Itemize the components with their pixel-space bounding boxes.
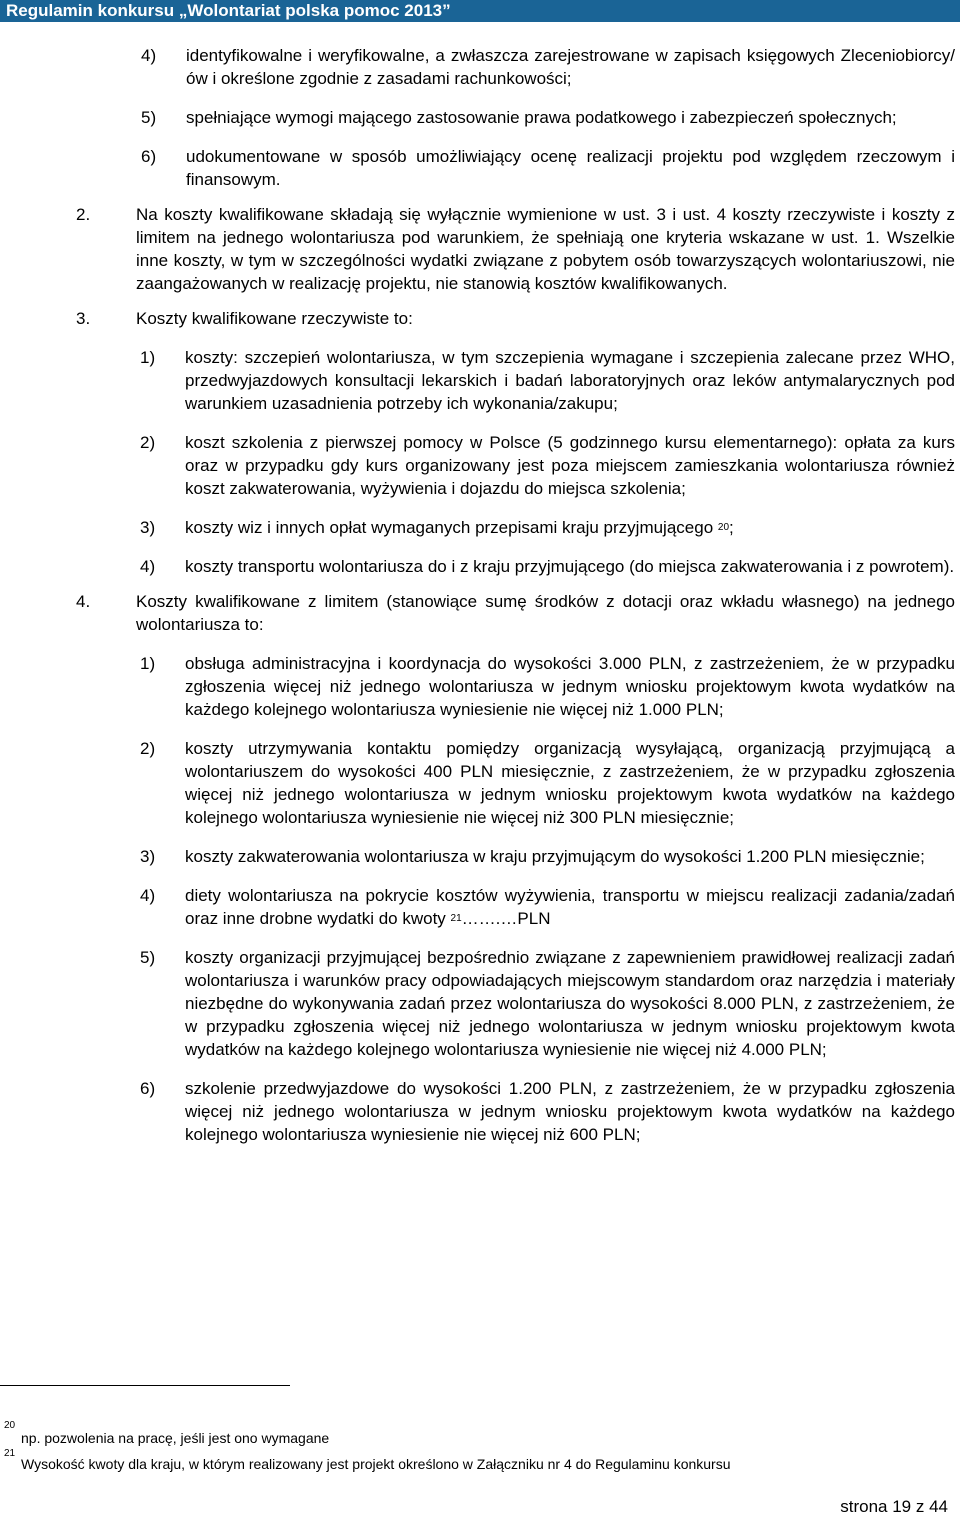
list-item (141, 106, 955, 129)
document-title: Regulamin konkursu „Wolontariat polska pomoc 2013” (6, 1, 451, 20)
paragraph-section-4 (76, 590, 955, 636)
list-item (140, 1077, 955, 1146)
list-item-text: identyfikowalne i weryfikowalne, a zwłaszcza zarejestrowane w zapisach księgowych Zleceniobiorcy/ów i określone zgodnie z zasadami rachunkowości; (186, 46, 955, 88)
list-item-text (185, 884, 955, 930)
list-item (141, 44, 955, 90)
list-item-text: udokumentowane w sposób umożliwiający ocenę realizacji projektu pod względem rzeczowym i finansowym. (186, 147, 955, 189)
paragraph-section-2 (76, 203, 955, 295)
list-item-body: diety wolontariusza na pokrycie kosztów wyżywienia, transportu w miejscu realizacji zadania/zadań oraz inne drobne wydatki do kwoty (185, 886, 955, 928)
list-item-number: 5) (140, 948, 156, 967)
list-item-body: koszty wiz i innych opłat wymaganych przepisami kraju przyjmującego (185, 518, 714, 537)
list-item-number: 2) (140, 739, 156, 758)
footnote-text: Wysokość kwoty dla kraju, w którym realizowany jest projekt określono w Załączniku nr 4 do Regulaminu konkursu (21, 1456, 731, 1472)
list-item-text: koszt szkolenia z pierwszej pomocy w Polsce (5 godzinnego kursu elementarnego): opłata za kurs oraz w przypadku gdy kurs organizowany jest poza miejscem zamieszkania wolontariusza również koszt zakwaterowania, wyżywienia i dojazdu do miejsca szkolenia; (185, 433, 955, 498)
page-number: strona 19 z 44 (840, 1497, 948, 1516)
list-item-number: 2) (140, 433, 156, 452)
footnote-separator (0, 1385, 290, 1386)
section-number: 3. (76, 309, 91, 328)
section-text: Koszty kwalifikowane rzeczywiste to: (136, 309, 413, 328)
list-item-number: 4) (141, 46, 157, 65)
list-item (140, 652, 955, 721)
list-item-number: 4) (140, 886, 156, 905)
section-number: 4. (76, 592, 91, 611)
list-item (140, 737, 955, 829)
paragraph-section-3 (76, 307, 955, 330)
list-item-text (185, 516, 955, 539)
list-item (140, 346, 955, 415)
list-item (141, 145, 955, 191)
list-item-number: 4) (140, 557, 156, 576)
list-item-number: 5) (141, 108, 157, 127)
list-item (140, 845, 955, 868)
document-body (0, 44, 960, 1146)
section-text: Koszty kwalifikowane z limitem (stanowiące sumę środków z dotacji oraz wkładu własnego) na jednego wolontariusza to: (136, 592, 955, 634)
list-item-text: koszty utrzymywania kontaktu pomiędzy organizacją wysyłającą, organizacją przyjmującą a wolontariuszem do wysokości 400 PLN miesięcznie, z zastrzeżeniem, że w przypadku zgłoszenia więcej niż jednego wolontariusza w jednym wniosku projektowym kwota wydatków na każdego kolejnego wolontariusza wyniesienie nie więcej niż 300 PLN miesięcznie; (185, 739, 955, 827)
footnote-number: 21 (4, 1448, 16, 1459)
list-item-text: spełniające wymogi mającego zastosowanie prawa podatkowego i zabezpieczeń społecznych; (186, 108, 897, 127)
footnote-ref-21[interactable]: 21 (450, 913, 462, 924)
list-item-text: obsługa administracyjna i koordynacja do wysokości 3.000 PLN, z zastrzeżeniem, że w przypadku zgłoszenia więcej niż jednego wolontariusza w jednym wniosku projektowym kwota wydatków na każdego kolejnego wolontariusza wyniesienie nie więcej niż 1.000 PLN; (185, 654, 955, 719)
list-item-tail: ; (729, 518, 734, 537)
footnote-text: np. pozwolenia na pracę, jeśli jest ono wymagane (21, 1430, 330, 1446)
list-item-number: 1) (140, 348, 156, 367)
list-item (140, 516, 955, 539)
section-number: 2. (76, 205, 91, 224)
list-item (140, 884, 955, 930)
list-item-text: koszty zakwaterowania wolontariusza w kraju przyjmującym do wysokości 1.200 PLN miesięcznie; (185, 847, 925, 866)
list-item-number: 1) (140, 654, 156, 673)
list-item (140, 946, 955, 1061)
section-text: Na koszty kwalifikowane składają się wyłącznie wymienione w ust. 3 i ust. 4 koszty rzeczywiste i koszty z limitem na jednego wolontariusza pod warunkiem, że spełniają one kryteria wskazane w ust. 1. Wszelkie inne koszty, w tym w szczególności wydatki związane z pobytem osób towarzyszących wolontariuszowi, nie zaangażowanych w realizację projektu, nie stanowią kosztów kwalifikowanych. (136, 205, 955, 293)
footnote-ref-20[interactable]: 20 (717, 522, 730, 533)
list-item-text: koszty transportu wolontariusza do i z kraju przyjmującego (do miejsca zakwaterowania i z powrotem). (185, 557, 955, 576)
list-item-number: 3) (140, 518, 156, 537)
list-item-text: koszty: szczepień wolontariusza, w tym szczepienia wymagane i szczepienia zalecane przez WHO, przedwyjazdowych konsultacji lekarskich i badań laboratoryjnych oraz leków antymalarycznych pod warunkiem uzasadnienia potrzeby ich wykonania/zakupu; (185, 348, 955, 413)
list-item-text: koszty organizacji przyjmującej bezpośrednio związane z zapewnieniem prawidłowej realizacji zadań wolontariusza i warunków pracy odpowiadających miejscowym standardom oraz narzędzia i materiały niezbędne do wykonywania zadań przez wolontariusza do wysokości 8.000 PLN, z zastrzeżeniem, że w przypadku zgłoszenia więcej niż jednego wolontariusza w jednym wniosku projektowym kwota wydatków na każdego kolejnego wolontariusza wyniesienie nie więcej niż 4.000 PLN; (185, 948, 955, 1059)
list-item-text: szkolenie przedwyjazdowe do wysokości 1.200 PLN, z zastrzeżeniem, że w przypadku zgłoszenia więcej niż jednego wolontariusza w jednym wniosku projektowym kwota wydatków na każdego kolejnego wolontariusza wyniesienie nie więcej niż 600 PLN; (185, 1079, 955, 1144)
list-item (140, 431, 955, 500)
list-item (140, 555, 955, 578)
list-item-number: 3) (140, 847, 156, 866)
document-header (0, 0, 960, 22)
list-item-tail: …….…PLN (461, 909, 551, 928)
list-item-number: 6) (140, 1079, 156, 1098)
list-item-number: 6) (141, 147, 157, 166)
footnote-number: 20 (4, 1420, 16, 1431)
